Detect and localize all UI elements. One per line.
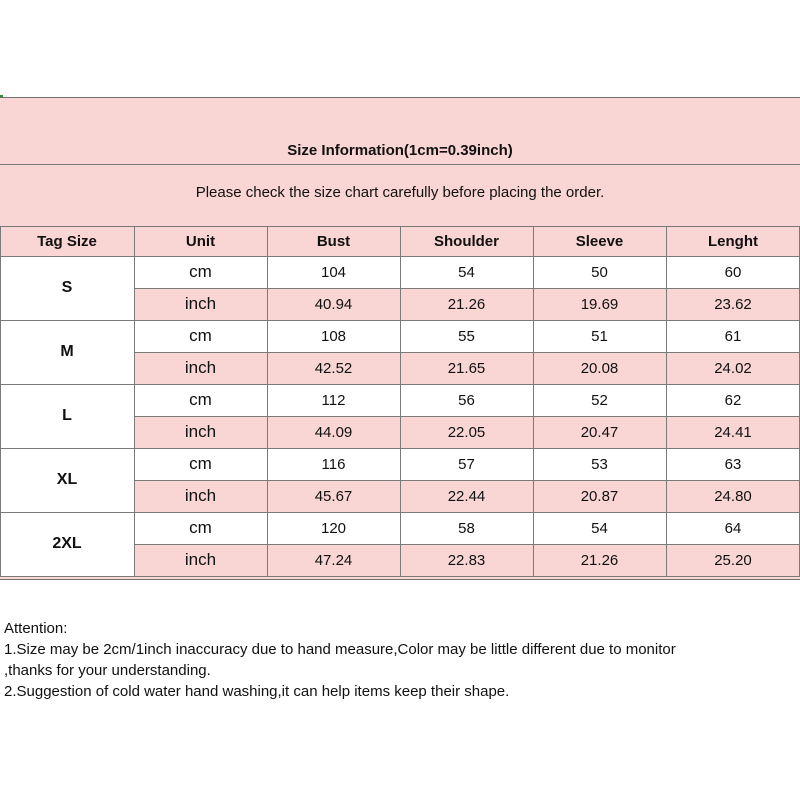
group-divider xyxy=(0,576,800,577)
row-divider xyxy=(134,480,800,481)
measurement-value: 62 xyxy=(724,391,742,409)
attention-heading: Attention: xyxy=(4,620,68,637)
measurement-value: 55 xyxy=(458,327,475,345)
unit-label: inch xyxy=(184,358,217,377)
attention-notes xyxy=(4,618,794,702)
column-header: Shoulder xyxy=(433,232,499,250)
column-divider xyxy=(533,226,534,576)
measurement-value: 42.52 xyxy=(314,359,353,377)
measurement-value: 61 xyxy=(724,327,742,345)
size-tag: 2XL xyxy=(52,535,82,552)
unit-label: cm xyxy=(189,454,212,473)
measurement-value: 25.20 xyxy=(714,551,752,569)
row-divider xyxy=(134,416,800,417)
column-header: Bust xyxy=(316,232,351,250)
measurement-value: 19.69 xyxy=(580,295,619,313)
measurement-value: 24.80 xyxy=(714,487,752,505)
unit-label: cm xyxy=(189,518,212,537)
attention-line-3: 2.Suggestion of cold water hand washing,it can help items keep their shape. xyxy=(4,683,510,700)
measurement-value: 21.26 xyxy=(447,295,486,313)
measurement-value: 23.62 xyxy=(714,295,752,313)
measurement-value: 21.65 xyxy=(447,359,486,377)
column-header: Tag Size xyxy=(37,232,97,250)
measurement-value: 21.26 xyxy=(580,551,619,569)
measurement-value: 24.02 xyxy=(714,359,752,377)
measurement-value: 52 xyxy=(591,391,608,409)
column-divider xyxy=(267,226,268,576)
attention-line-1: 1.Size may be 2cm/1inch inaccuracy due to hand measure,Color may be little different due to monitor xyxy=(4,641,676,658)
size-tag: L xyxy=(62,407,72,424)
measurement-value: 20.47 xyxy=(580,423,619,441)
title-divider xyxy=(0,164,800,165)
measurement-value: 54 xyxy=(591,519,608,537)
measurement-value: 40.94 xyxy=(314,295,353,313)
column-header: Unit xyxy=(185,232,216,250)
size-chart-notice: Please check the size chart carefully before placing the order. xyxy=(195,184,605,201)
measurement-value: 20.08 xyxy=(580,359,619,377)
measurement-value: 22.83 xyxy=(447,551,486,569)
size-tag: S xyxy=(61,279,73,296)
column-divider xyxy=(134,226,135,576)
column-divider xyxy=(666,226,667,576)
measurement-value: 45.67 xyxy=(314,487,353,505)
size-tag: XL xyxy=(56,471,78,488)
measurement-value: 53 xyxy=(591,455,608,473)
unit-label: inch xyxy=(184,294,217,313)
size-chart-title: Size Information(1cm=0.39inch) xyxy=(287,142,513,159)
unit-label: inch xyxy=(184,422,217,441)
measurement-value: 51 xyxy=(591,327,608,345)
measurement-value: 22.44 xyxy=(447,487,486,505)
row-divider xyxy=(134,288,800,289)
measurement-value: 22.05 xyxy=(447,423,486,441)
unit-label: inch xyxy=(184,550,217,569)
measurement-value: 54 xyxy=(458,263,475,281)
column-header: Lenght xyxy=(708,232,758,250)
measurement-value: 47.24 xyxy=(314,551,353,569)
measurement-value: 56 xyxy=(458,391,475,409)
column-header: Sleeve xyxy=(575,232,624,250)
measurement-value: 108 xyxy=(320,327,347,345)
size-tag: M xyxy=(60,343,74,360)
measurement-value: 112 xyxy=(321,391,346,409)
measurement-value: 50 xyxy=(591,263,608,281)
measurement-value: 60 xyxy=(724,263,742,281)
measurement-value: 24.41 xyxy=(714,423,752,441)
measurement-value: 116 xyxy=(321,455,346,473)
measurement-value: 57 xyxy=(458,455,475,473)
column-divider xyxy=(400,226,401,576)
measurement-value: 64 xyxy=(724,519,742,537)
attention-line-2: ,thanks for your understanding. xyxy=(4,662,211,679)
unit-label: cm xyxy=(189,390,212,409)
unit-label: inch xyxy=(184,486,217,505)
measurement-value: 63 xyxy=(724,455,742,473)
measurement-value: 58 xyxy=(458,519,475,537)
measurement-value: 120 xyxy=(320,519,347,537)
row-divider xyxy=(134,544,800,545)
measurement-value: 104 xyxy=(320,263,347,281)
unit-label: cm xyxy=(189,326,212,345)
measurement-value: 44.09 xyxy=(314,423,353,441)
unit-label: cm xyxy=(189,262,212,281)
row-divider xyxy=(134,352,800,353)
table-left-line xyxy=(0,226,1,576)
measurement-value: 20.87 xyxy=(580,487,619,505)
